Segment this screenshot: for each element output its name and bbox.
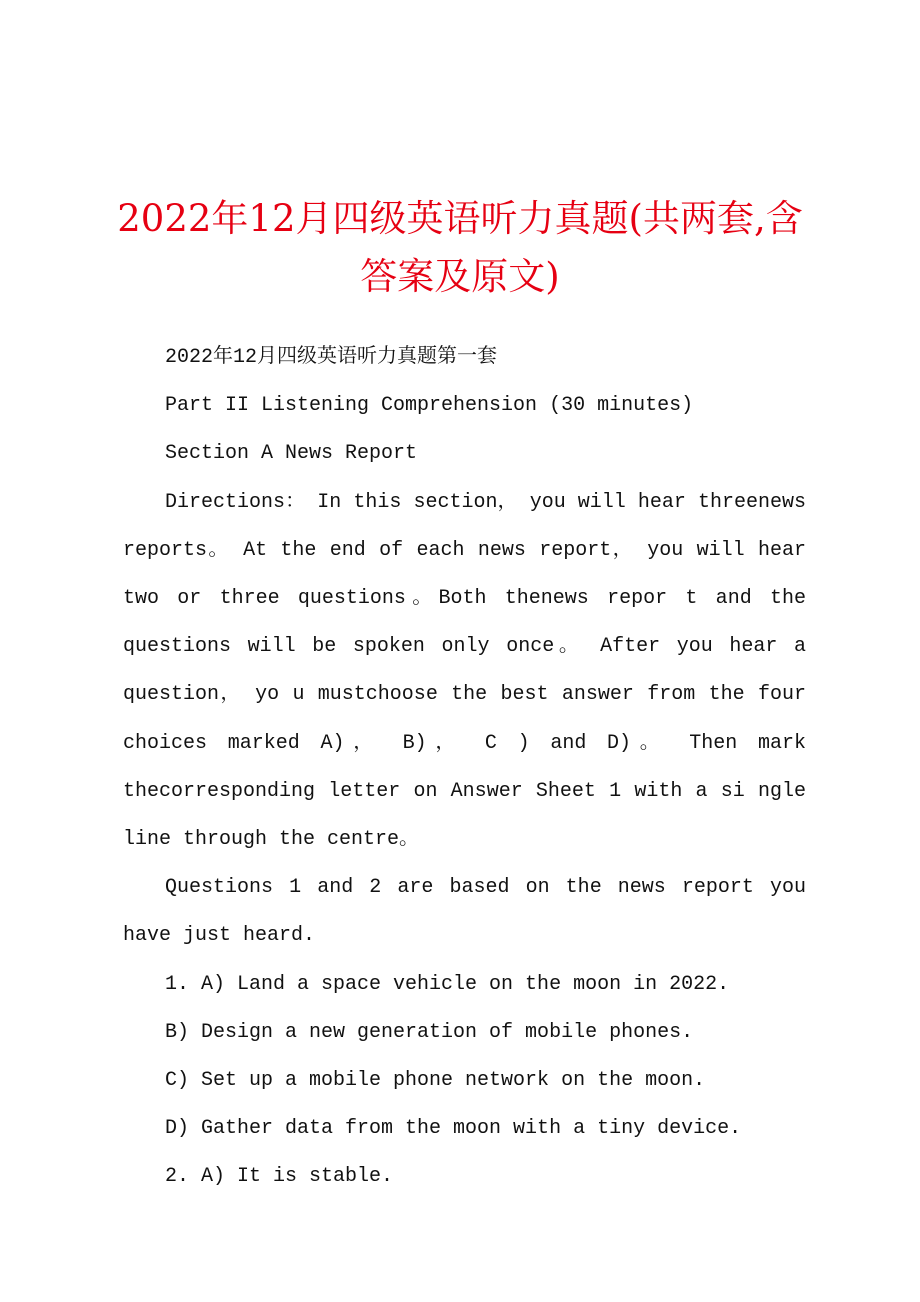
question-1-option-c: C) Set up a mobile phone network on the moon.: [165, 1069, 706, 1093]
document-title: 2022年12月四级英语听力真题(共两套,含答案及原文): [117, 197, 803, 298]
paragraph-questions-intro: Questions 1 and 2 are based on the news report you have just heard.: [123, 876, 806, 948]
question-1-option-d: D) Gather data from the moon with a tiny device.: [165, 1117, 742, 1141]
paragraph-set-heading: 2022年12月四级英语听力真题第一套: [165, 346, 498, 369]
question-1-option-b: B) Design a new generation of mobile phones.: [165, 1020, 694, 1044]
paragraph-section-heading: Section A News Report: [165, 442, 418, 466]
paragraph-directions: Directions： In this section， you will hear threenews reports。 At the end of each news report， you will hear two or three questions。Both thenews repor t and the questions will be spoken only once。 After you hear a question， yo u mustchoose the best answer from the four choices marked A)， B)， C ) and D)。 Then mark thecorresponding letter on Answer Sheet 1 with a si ngle line through the centre。: [123, 490, 806, 852]
paragraph-part-heading: Part II Listening Comprehension (30 minutes): [165, 394, 694, 418]
question-2-option-a: 2. A) It is stable.: [165, 1165, 394, 1189]
question-1-option-a: 1. A) Land a space vehicle on the moon in 2022.: [165, 972, 730, 996]
document-body: [123, 334, 806, 1202]
